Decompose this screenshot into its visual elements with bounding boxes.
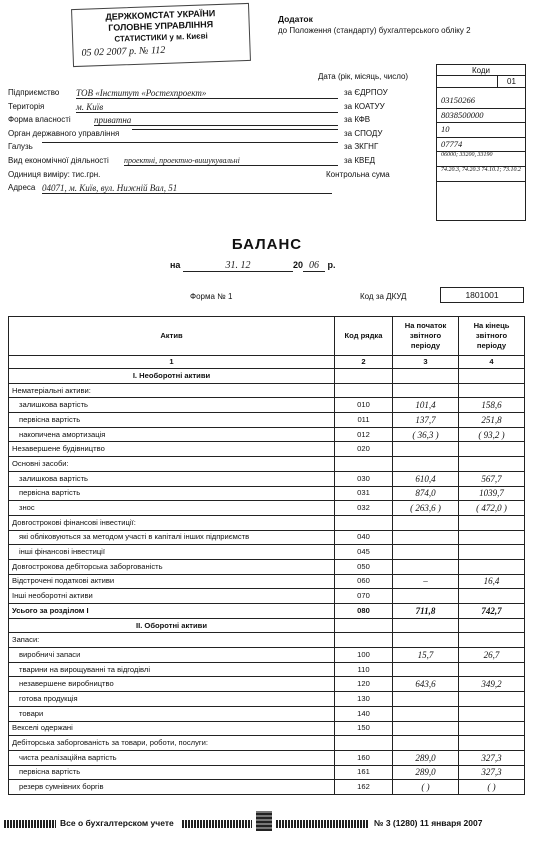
row-label: Незавершене будівництво: [9, 442, 335, 457]
footer-left-text: Все о бухгалтерском учете: [60, 818, 174, 828]
row-code: 020: [335, 442, 393, 457]
table-row: [9, 574, 525, 589]
req-code-label: за КОАТУУ: [344, 101, 385, 111]
empty-cell: [459, 369, 525, 384]
row-start-value: 874,0: [393, 486, 459, 501]
row-code: 110: [335, 662, 393, 677]
row-end-value: [459, 736, 525, 751]
row-end-value: [459, 442, 525, 457]
row-code: 160: [335, 750, 393, 765]
req-value: приватна: [94, 115, 338, 126]
row-label: залишкова вартість: [9, 398, 335, 413]
balance-date: [170, 260, 336, 272]
table-row: [9, 780, 525, 795]
row-code: 032: [335, 501, 393, 516]
codes-values: [436, 88, 526, 221]
stamp-date: 05 02 2007 р. № 112: [81, 44, 166, 59]
req-label: Вид економічної діяльності: [8, 155, 109, 165]
row-end-value: 567,7: [459, 471, 525, 486]
req-unit: [8, 170, 433, 184]
table-row: [9, 427, 525, 442]
row-start-value: 15,7: [393, 648, 459, 663]
stamp-line-3: СТАТИСТИКИ у м. Києві: [114, 31, 208, 44]
row-start-value: –: [393, 574, 459, 589]
dkud-label: Код за ДКУД: [360, 292, 407, 301]
addendum-subtitle: до Положення (стандарту) бухгалтерського обліку 2: [278, 26, 471, 35]
row-start-value: [393, 662, 459, 677]
table-row: [9, 692, 525, 707]
code-koatuu: 8038500000: [437, 109, 525, 124]
table-row: [9, 413, 525, 428]
req-ownership: [8, 115, 433, 129]
row-code: [335, 457, 393, 472]
header-start: На початок звітного періоду: [393, 317, 459, 356]
table-row: [9, 677, 525, 692]
codes-date-value: 01: [498, 76, 526, 88]
req-label: Територія: [8, 101, 45, 111]
row-start-value: [393, 736, 459, 751]
table-row: [9, 442, 525, 457]
row-end-value: 16,4: [459, 574, 525, 589]
row-label: первісна вартість: [9, 765, 335, 780]
row-label: чиста реалізаційна вартість: [9, 750, 335, 765]
row-label: Запаси:: [9, 633, 335, 648]
req-value: м. Київ: [76, 102, 338, 113]
req-address: [8, 183, 433, 197]
row-label: накопичена амортизація: [9, 427, 335, 442]
row-end-value: [459, 515, 525, 530]
row-label: Довгострокові фінансові інвестиції:: [9, 515, 335, 530]
row-end-value: 158,6: [459, 398, 525, 413]
date-label: Дата (рік, місяць, число): [318, 72, 409, 81]
row-code: 011: [335, 413, 393, 428]
row-label: знос: [9, 501, 335, 516]
table-row: [9, 515, 525, 530]
col-number: 1: [9, 356, 335, 369]
req-code-label: Контрольна сума: [326, 169, 390, 179]
row-code: [335, 383, 393, 398]
row-start-value: 101,4: [393, 398, 459, 413]
req-value: ТОВ «Інститут «Ростехпроект»: [76, 88, 338, 99]
row-label: первісна вартість: [9, 486, 335, 501]
row-end-value: ( 93,2 ): [459, 427, 525, 442]
table-row: [9, 721, 525, 736]
row-end-value: [459, 706, 525, 721]
row-code: 120: [335, 677, 393, 692]
footer-barcode-right: [276, 820, 368, 828]
table-row: [9, 471, 525, 486]
code-zkgng: 06000; 33200, 33190: [437, 152, 525, 167]
header-end: На кінець звітного періоду: [459, 317, 525, 356]
row-label: інші фінансові інвестиції: [9, 545, 335, 560]
footer-logo: [256, 811, 272, 831]
section-title: І. Необоротні активи: [9, 369, 335, 384]
req-activity: [8, 156, 433, 170]
row-label: первісна вартість: [9, 413, 335, 428]
date-suffix: р.: [327, 260, 336, 270]
row-end-value: 1039,7: [459, 486, 525, 501]
row-start-value: ( 263,6 ): [393, 501, 459, 516]
row-start-value: [393, 442, 459, 457]
table-column-numbers: [9, 356, 525, 369]
row-label: готова продукція: [9, 692, 335, 707]
row-label: залишкова вартість: [9, 471, 335, 486]
req-value: проектні, проектно-вишукувальні: [124, 156, 338, 166]
empty-cell: [393, 369, 459, 384]
row-code: 010: [335, 398, 393, 413]
row-label: тварини на вирощуванні та відгодівлі: [9, 662, 335, 677]
row-code: 150: [335, 721, 393, 736]
table-row: [9, 648, 525, 663]
row-end-value: [459, 545, 525, 560]
row-start-value: [393, 530, 459, 545]
row-end-value: ( ): [459, 780, 525, 795]
footer-barcode-mid: [182, 820, 252, 828]
row-code: 031: [335, 486, 393, 501]
req-code-label: за ЗКГНГ: [344, 142, 379, 152]
col-number: 4: [459, 356, 525, 369]
row-code: 080: [335, 604, 393, 619]
footer-right-text: № 3 (1280) 11 января 2007: [374, 818, 483, 828]
req-label: Одиниця виміру: тис.грн.: [8, 169, 101, 179]
row-end-value: [459, 530, 525, 545]
req-territory: [8, 102, 433, 116]
empty-cell: [393, 618, 459, 633]
date-prefix: на: [170, 260, 181, 270]
row-start-value: [393, 633, 459, 648]
row-start-value: 711,8: [393, 604, 459, 619]
empty-cell: [459, 618, 525, 633]
req-label: Галузь: [8, 142, 33, 152]
statistics-stamp: [71, 3, 251, 67]
codes-date-year: [436, 76, 498, 88]
code-kved: 74.20.3, 74.20.3 74.10.1; 73.10.2: [437, 167, 525, 182]
code-kfv: 10: [437, 123, 525, 138]
row-code: 100: [335, 648, 393, 663]
codes-box: [436, 64, 526, 221]
code-checksum: [437, 182, 525, 196]
col-number: 2: [335, 356, 393, 369]
row-end-value: ( 472,0 ): [459, 501, 525, 516]
stamp-line-1: ДЕРЖКОМСТАТ УКРАЇНИ: [105, 8, 216, 22]
row-start-value: 610,4: [393, 471, 459, 486]
table-row: [9, 545, 525, 560]
table-section-row: [9, 369, 525, 384]
row-end-value: 327,3: [459, 765, 525, 780]
row-label: незавершене виробництво: [9, 677, 335, 692]
row-label: Інші необоротні активи: [9, 589, 335, 604]
row-code: 060: [335, 574, 393, 589]
row-start-value: 289,0: [393, 750, 459, 765]
footer-barcode-left: [4, 820, 56, 828]
req-code-label: за ЄДРПОУ: [344, 88, 388, 97]
req-label: Підприємство: [8, 88, 60, 97]
row-label: Основні засоби:: [9, 457, 335, 472]
req-label: Орган державного управління: [8, 128, 120, 138]
table-row: [9, 457, 525, 472]
row-label: які обліковуються за методом участі в капіталі інших підприємств: [9, 530, 335, 545]
balance-table: [8, 316, 525, 795]
row-code: 162: [335, 780, 393, 795]
row-code: 012: [335, 427, 393, 442]
table-row: [9, 486, 525, 501]
row-start-value: [393, 515, 459, 530]
page-footer: [4, 817, 530, 831]
req-code-label: за КВЕД: [344, 155, 376, 165]
row-code: [335, 736, 393, 751]
table-row: [9, 501, 525, 516]
table-section-row: [9, 618, 525, 633]
row-start-value: [393, 457, 459, 472]
row-start-value: [393, 721, 459, 736]
codes-header: Коди: [436, 64, 526, 76]
header-code: Код рядка: [335, 317, 393, 356]
req-branch: [8, 142, 433, 156]
table-row: [9, 589, 525, 604]
header-asset: Актив: [9, 317, 335, 356]
row-label: Векселі одержані: [9, 721, 335, 736]
row-end-value: 327,3: [459, 750, 525, 765]
row-end-value: 742,7: [459, 604, 525, 619]
addendum-title: Додаток: [278, 14, 313, 24]
row-start-value: 137,7: [393, 413, 459, 428]
row-code: 030: [335, 471, 393, 486]
col-number: 3: [393, 356, 459, 369]
row-end-value: [459, 383, 525, 398]
row-start-value: 643,6: [393, 677, 459, 692]
empty-cell: [335, 618, 393, 633]
row-start-value: [393, 706, 459, 721]
req-government-body: [8, 129, 433, 143]
table-row: [9, 383, 525, 398]
row-start-value: ( 36,3 ): [393, 427, 459, 442]
row-end-value: [459, 559, 525, 574]
table-row: [9, 559, 525, 574]
date-year-prefix: 20: [292, 260, 303, 270]
table-header-row: [9, 317, 525, 356]
row-code: 070: [335, 589, 393, 604]
row-end-value: [459, 589, 525, 604]
row-start-value: [393, 559, 459, 574]
row-label: резерв сумнівних боргів: [9, 780, 335, 795]
table-row: [9, 750, 525, 765]
req-value: 04071, м. Київ, вул. Нижній Вал, 51: [42, 183, 332, 194]
row-code: [335, 633, 393, 648]
table-row: [9, 706, 525, 721]
row-label: виробничі запаси: [9, 648, 335, 663]
row-end-value: 349,2: [459, 677, 525, 692]
row-start-value: ( ): [393, 780, 459, 795]
table-row: [9, 530, 525, 545]
page-title: БАЛАНС: [231, 236, 303, 253]
date-year: 06: [303, 260, 325, 272]
req-enterprise: [8, 88, 433, 102]
code-edrpou: 03150266: [437, 94, 525, 109]
row-end-value: [459, 721, 525, 736]
req-value: [132, 129, 338, 130]
row-code: [335, 515, 393, 530]
section-title: ІІ. Оборотні активи: [9, 618, 335, 633]
code-spodu: 07774: [437, 138, 525, 153]
row-code: 130: [335, 692, 393, 707]
table-row: [9, 398, 525, 413]
row-start-value: [393, 589, 459, 604]
table-row: [9, 765, 525, 780]
req-label: Адреса: [8, 183, 36, 193]
row-label: Нематеріальні активи:: [9, 383, 335, 398]
row-start-value: [393, 545, 459, 560]
req-code-label: за КФВ: [344, 115, 371, 125]
row-end-value: [459, 692, 525, 707]
row-end-value: [459, 662, 525, 677]
table-row: [9, 604, 525, 619]
requisites-block: [8, 88, 433, 197]
row-end-value: [459, 457, 525, 472]
row-end-value: 251,8: [459, 413, 525, 428]
date-day: 31. 12: [183, 260, 293, 272]
form-label: Форма № 1: [190, 292, 233, 301]
table-row: [9, 736, 525, 751]
row-start-value: [393, 692, 459, 707]
row-start-value: 289,0: [393, 765, 459, 780]
req-value: [42, 142, 338, 143]
row-start-value: [393, 383, 459, 398]
row-code: 140: [335, 706, 393, 721]
stamp-line-2: ГОЛОВНЕ УПРАВЛІННЯ: [108, 19, 214, 33]
row-end-value: 26,7: [459, 648, 525, 663]
row-label: Довгострокова дебіторська заборгованість: [9, 559, 335, 574]
row-label: Усього за розділом І: [9, 604, 335, 619]
table-row: [9, 633, 525, 648]
addendum-note: [278, 14, 471, 36]
row-code: 161: [335, 765, 393, 780]
req-code-label: за СПОДУ: [344, 128, 383, 138]
dkud-value: 1801001: [440, 287, 524, 303]
row-label: Відстрочені податкові активи: [9, 574, 335, 589]
row-code: 040: [335, 530, 393, 545]
row-label: Дебіторська заборгованість за товари, роботи, послуги:: [9, 736, 335, 751]
row-code: 050: [335, 559, 393, 574]
row-end-value: [459, 633, 525, 648]
row-code: 045: [335, 545, 393, 560]
row-label: товари: [9, 706, 335, 721]
empty-cell: [335, 369, 393, 384]
table-row: [9, 662, 525, 677]
req-label: Форма власності: [8, 115, 71, 125]
